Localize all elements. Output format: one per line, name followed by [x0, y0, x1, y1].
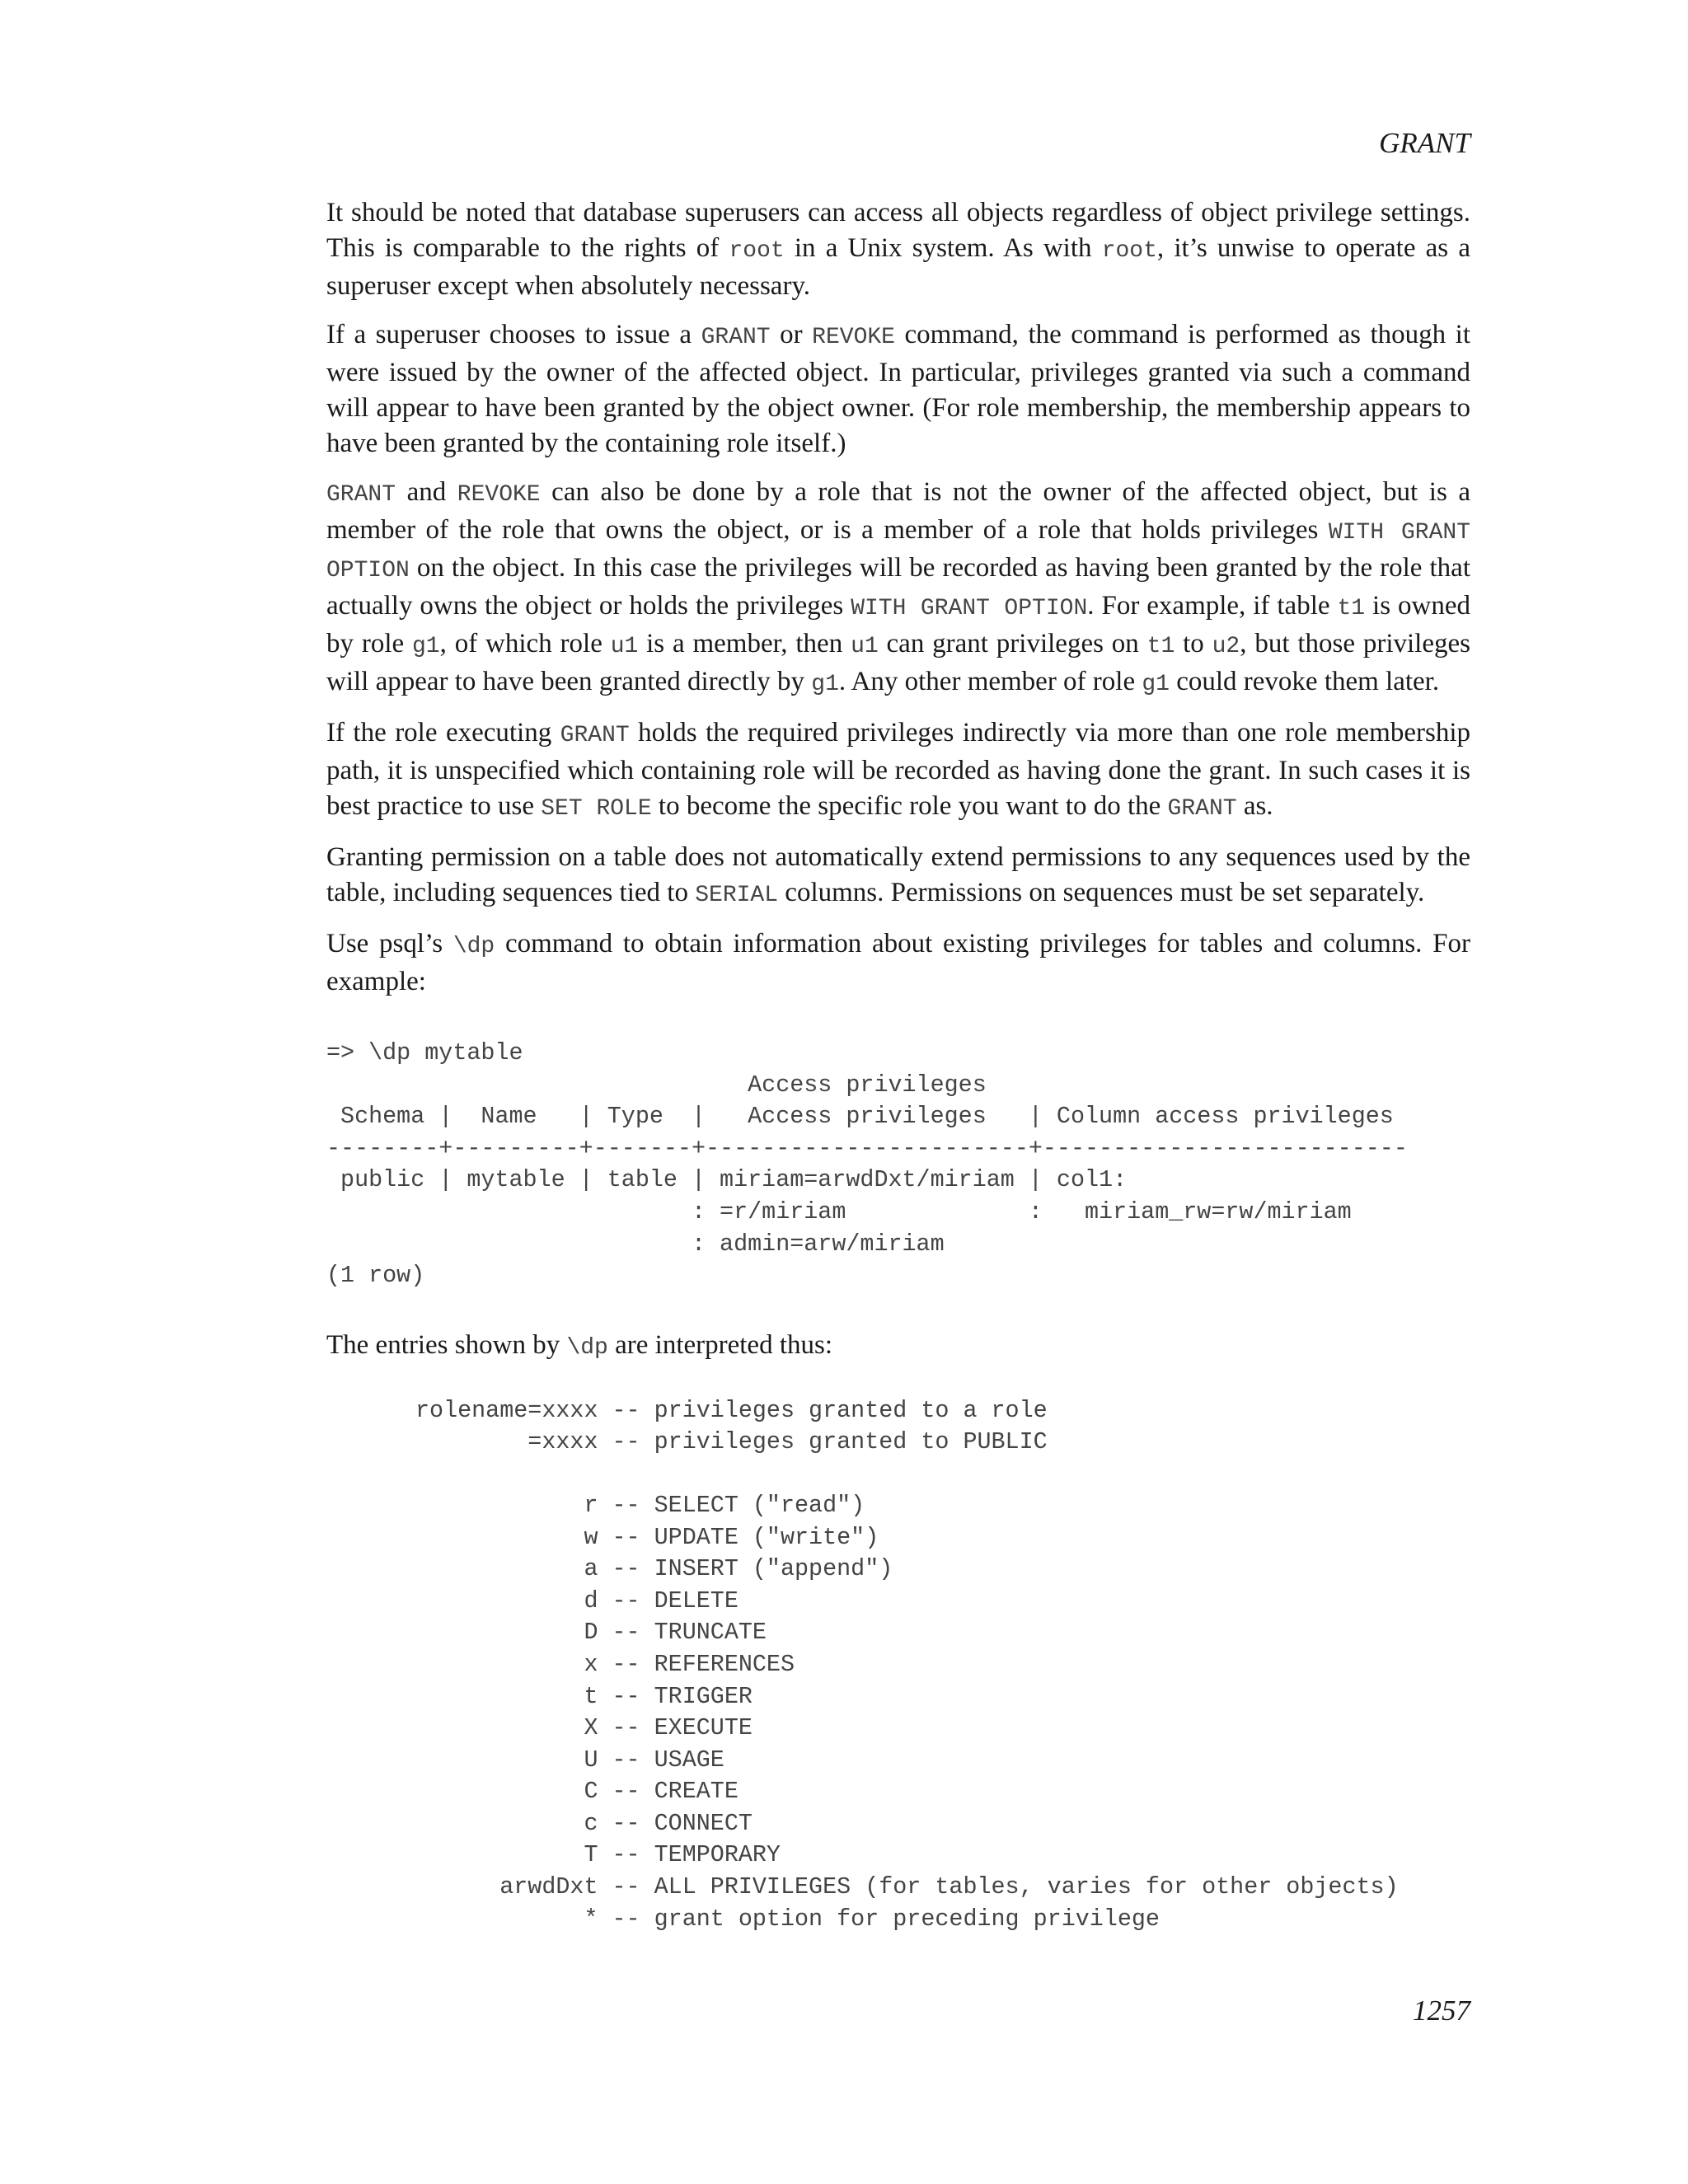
inline-code: GRANT — [701, 325, 771, 350]
inline-code: u1 — [610, 634, 639, 659]
inline-code: u1 — [851, 634, 879, 659]
paragraph-superusers: It should be noted that database superusers can access all objects regardless of object privilege settings. This is comparable to the rights of root in a Unix system. As with root, it’s unwise to operate as a superuser except when absolutely necessary. — [326, 198, 1470, 301]
inline-code: t1 — [1337, 596, 1366, 621]
page-number: 1257 — [1413, 1994, 1470, 2027]
privilege-legend-list: r -- SELECT ("read") w -- UPDATE ("write") a -- INSERT ("append") d -- DELETE D -- TRUNCATE x -- REFERENCES t -- TRIGGER X -- EXECUTE U -- USAGE C -- CREATE c -- CONNECT T -- TEMPORARY arwdDxt -- ALL PRIVILEGES (for tables, varies for other objects) * -- grant option for preceding privilege — [499, 1491, 1399, 1933]
inline-code: \dp — [566, 1334, 608, 1361]
inline-code: \dp — [452, 934, 495, 959]
paragraph-superuser-grant: If a superuser chooses to issue a GRANT or REVOKE command, the command is performed as though it were issued by the owner of the affected object. In particular, privileges granted via such a command will appear to have been granted by the object owner. (For role membership, the membership appears to have been granted by the containing role itself.) — [326, 320, 1470, 458]
dp-example-output: => \dp mytable Access privileges Schema | Name | Type | Access privileges | Column access privileges --------+---------+-------+-----------------------+-------------------------- public | mytable | table | miriam=arwdDxt/miriam | col1: : =r/miriam : miriam_rw=rw/miriam : admin=arw/miriam (1 row) — [326, 1039, 1408, 1290]
inline-code: WITH GRANT OPTION — [851, 596, 1088, 621]
inline-code: g1 — [1142, 672, 1170, 697]
inline-code: SERIAL — [695, 883, 779, 908]
page-body — [326, 195, 1470, 1935]
paragraph-dp-intro: Use psql’s \dp command to obtain information about existing privileges for tables and columns. For example: — [326, 929, 1471, 996]
running-header: GRANT — [1379, 127, 1470, 159]
paragraph-member-grant: GRANT and REVOKE can also be done by a role that is not the owner of the affected object, but is a member of the role that owns the object, or is a member of a role that holds privileges WITH GRANT OPTION on the object. In this case the privileges will be recorded as having been granted by the role that actually owns the object or holds the privileges WITH GRANT OPTION. For example, if table t1 is owned by role g1, of which role u1 is a member, then u1 can grant privileges on t1 to u2, but those privileges will appear to have been granted directly by g1. Any other member of role g1 could revoke them later. — [326, 477, 1471, 697]
inline-code: SET ROLE — [541, 796, 652, 822]
inline-code: g1 — [412, 634, 440, 659]
inline-code: REVOKE — [457, 482, 541, 508]
inline-code: root — [1101, 238, 1157, 264]
inline-code: WITH GRANT OPTION — [326, 520, 1471, 583]
inline-code: GRANT — [1167, 796, 1237, 822]
inline-code: u2 — [1212, 634, 1240, 659]
inline-code: g1 — [811, 672, 839, 697]
paragraph-indirect-privileges: If the role executing GRANT holds the required privileges indirectly via more than one role membership path, it is unspecified which containing role will be recorded as having done the grant. In such cases it is best practice to use SET ROLE to become the specific role you want to do the GRANT as. — [326, 718, 1470, 822]
paragraph-dp-legend-intro: The entries shown by \dp are interpreted thus: — [326, 1329, 833, 1361]
inline-code: root — [729, 238, 785, 264]
inline-code: REVOKE — [812, 325, 895, 350]
inline-code: GRANT — [560, 723, 630, 748]
paragraph-sequences: Granting permission on a table does not automatically extend permissions to any sequences used by the table, including sequences tied to SERIAL columns. Permissions on sequences must be set separately. — [326, 842, 1470, 908]
inline-code: t1 — [1146, 634, 1175, 659]
privilege-legend-header: rolename=xxxx -- privileges granted to a role =xxxx -- privileges granted to PUBLIC — [415, 1396, 1048, 1456]
inline-code: GRANT — [326, 482, 396, 508]
